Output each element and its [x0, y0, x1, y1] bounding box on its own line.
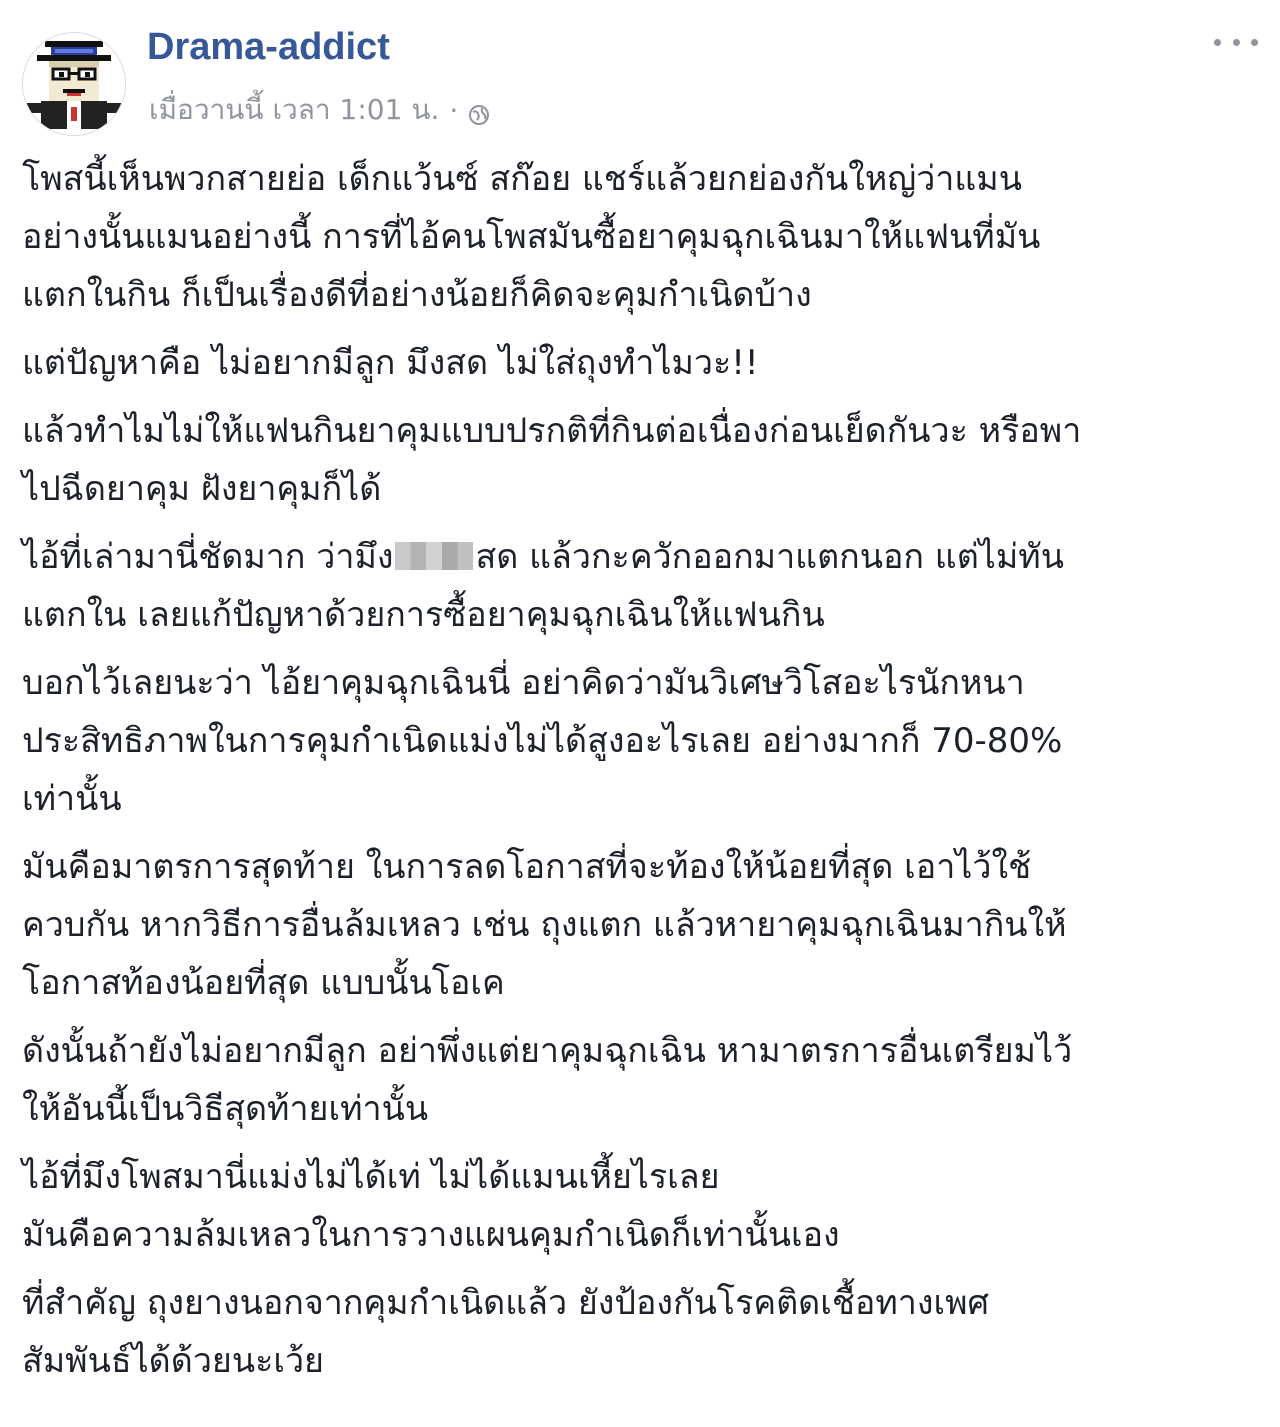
more-options-icon[interactable]: [1214, 30, 1258, 54]
post-paragraph-3: [22, 402, 1258, 518]
more-dot: [1233, 39, 1240, 46]
post-line: เท่านั้น: [22, 779, 122, 819]
censor-block: [395, 542, 473, 570]
drama-addict-avatar-icon[interactable]: [22, 32, 126, 136]
post-line: มันคือความล้มเหลวในการวางแผนคุมกำเนิดก็เท่านั้นเอง: [22, 1215, 840, 1255]
avatar-illustration: [23, 33, 125, 135]
globe-icon[interactable]: [468, 100, 490, 122]
post-paragraph-1: [22, 150, 1258, 324]
post-paragraph-9: [22, 1274, 1258, 1390]
post-paragraph-8: [22, 1148, 1258, 1264]
author-name-link[interactable]: Drama-addict: [147, 26, 390, 68]
post-line: ไอ้ที่มึงโพสมานี่แม่งไม่ได้เท่ ไม่ได้แมนเหี้ยไรเลย: [22, 1157, 720, 1197]
post-text-segment: ไอ้ที่เล่ามานี่ชัดมาก ว่ามึง: [22, 537, 394, 577]
more-dot: [1214, 39, 1221, 46]
post-header: [22, 24, 1258, 134]
more-dot: [1251, 39, 1258, 46]
post-line: แล้วทำไมไม่ให้แฟนกินยาคุมแบบปรกติที่กินต่อเนื่องก่อนเย็ดกันวะ หรือพา: [22, 411, 1082, 451]
post-line: บอกไว้เลยนะว่า ไอ้ยาคุมฉุกเฉินนี่ อย่าคิดว่ามันวิเศษวิโสอะไรนักหนา: [22, 663, 1025, 703]
post-line: ไปฉีดยาคุม ฝังยาคุมก็ได้: [22, 469, 382, 509]
post-line: แต่ปัญหาคือ ไม่อยากมีลูก มึงสด ไม่ใส่ถุงทำไมวะ!!: [22, 343, 759, 383]
post-paragraph-6: [22, 838, 1258, 1012]
post-line: มันคือมาตรการสุดท้าย ในการลดโอกาสที่จะท้องให้น้อยที่สุด เอาไว้ใช้: [22, 847, 1032, 887]
post-line: แตกในกิน ก็เป็นเรื่องดีที่อย่างน้อยก็คิดจะคุมกำเนิดบ้าง: [22, 275, 812, 315]
post-paragraph-2: [22, 334, 1258, 392]
post-line: [22, 528, 1258, 586]
post-line: ที่สำคัญ ถุงยางนอกจากคุมกำเนิดแล้ว ยังป้องกันโรคติดเชื้อทางเพศ: [22, 1283, 990, 1323]
post-body: [22, 150, 1258, 1400]
post-line: สัมพันธ์ได้ด้วยนะเว้ย: [22, 1341, 324, 1381]
meta-separator: ·: [449, 93, 459, 127]
post-line: ดังนั้นถ้ายังไม่อยากมีลูก อย่าพึ่งแต่ยาคุมฉุกเฉิน หามาตรการอื่นเตรียมไว้: [22, 1031, 1073, 1071]
post-timestamp[interactable]: เมื่อวานนี้ เวลา 1:01 น.: [149, 93, 440, 126]
post-line: ประสิทธิภาพในการคุมกำเนิดแม่งไม่ได้สูงอะไรเลย อย่างมากก็ 70-80%: [22, 721, 1063, 761]
post-line: ควบกัน หากวิธีการอื่นล้มเหลว เช่น ถุงแตก แล้วหายาคุมฉุกเฉินมากินให้: [22, 905, 1067, 945]
post-meta: [149, 88, 490, 132]
post-line: แตกใน เลยแก้ปัญหาด้วยการซื้อยาคุมฉุกเฉินให้แฟนกิน: [22, 595, 825, 635]
post-paragraph-7: [22, 1022, 1258, 1138]
post-line: โพสนี้เห็นพวกสายย่อ เด็กแว้นซ์ สก๊อย แชร์แล้วยกย่องกันใหญ่ว่าแมน: [22, 159, 1022, 199]
post-line: ให้อันนี้เป็นวิธีสุดท้ายเท่านั้น: [22, 1089, 429, 1129]
post-paragraph-5: [22, 654, 1258, 828]
post-line: อย่างนั้นแมนอย่างนี้ การที่ไอ้คนโพสมันซื้อยาคุมฉุกเฉินมาให้แฟนที่มัน: [22, 217, 1041, 257]
post-line: โอกาสท้องน้อยที่สุด แบบนั้นโอเค: [22, 963, 505, 1003]
post-paragraph-4: [22, 528, 1258, 644]
post-text-segment: สด แล้วกะควักออกมาแตกนอก แต่ไม่ทัน: [475, 537, 1064, 577]
